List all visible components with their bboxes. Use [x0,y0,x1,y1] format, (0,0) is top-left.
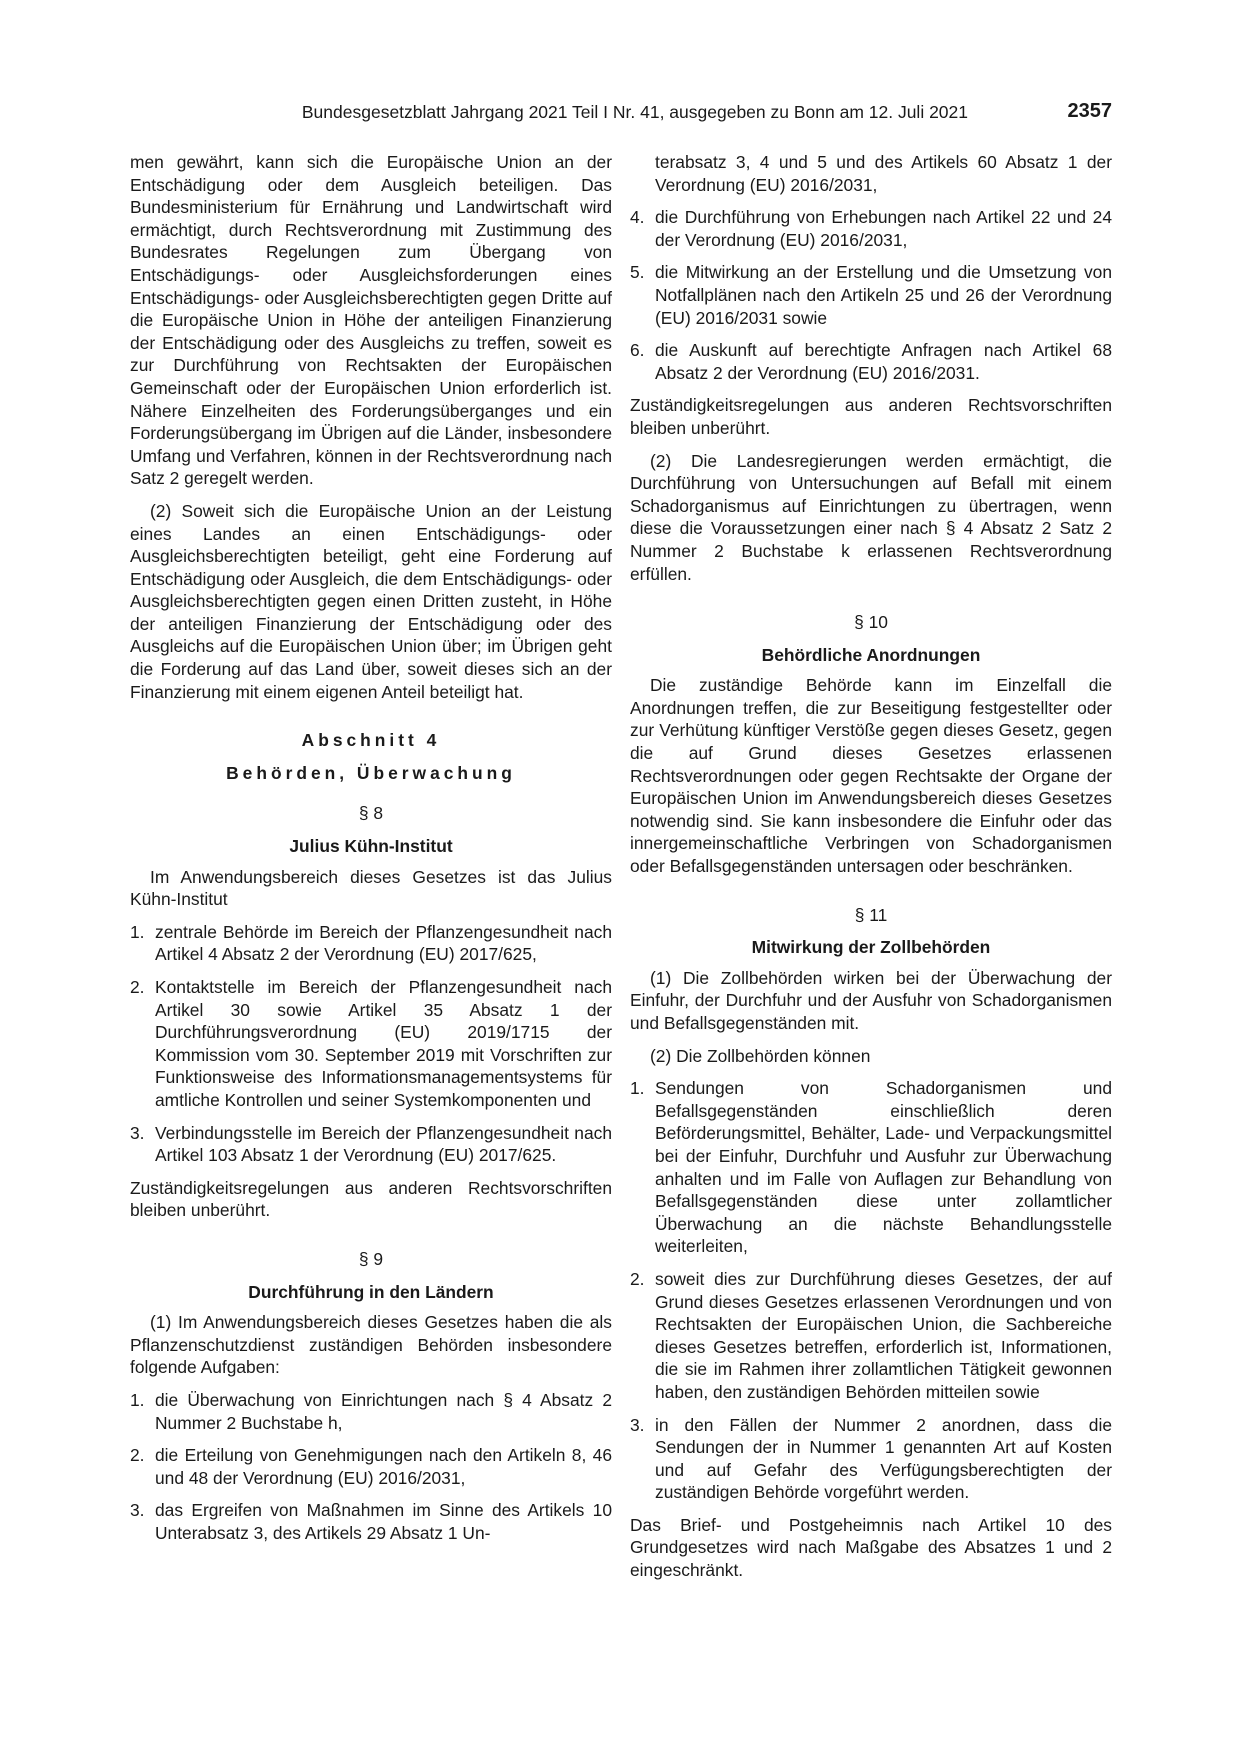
section-11-list [630,1077,1112,1504]
left-column [130,151,612,1554]
section-10-text: Die zuständige Behörde kann im Einzelfall die Anordnungen treffen, die zur Beseitigung festgestellter oder zur Verhütung künftiger Verstöße gegen dieses Gesetz, gegen die auf Grund dieses Gesetzes erlassenen Rechtsverordnungen oder gegen Rechtsakte der Organe der Europäischen Union im Anwendungsbereich dieses Gesetzes notwendig sind. Sie kann insbesondere die Einfuhr oder das innergemeinschaftliche Verbringen von Schadorganismen oder Befallsgegenständen untersagen oder beschränken. [630,675,1112,877]
list-item: 3. das Ergreifen von Maßnahmen im Sinne des Artikels 10 Unterabsatz 3, des Artikels 29 Absatz 1 Un- [130,1500,612,1543]
header-text: Bundesgesetzblatt Jahrgang 2021 Teil I Nr. 41, ausgegeben zu Bonn am 12. Juli 2021 [301,102,968,122]
running-header [130,100,1112,128]
list-item-continued: terabsatz 3, 4 und 5 und des Artikels 60 Absatz 1 der Verordnung (EU) 2016/2031, [655,152,1112,195]
section-11-paragraph-2: (2) Die Zollbehörden können [650,1045,871,1066]
section-9-paragraph-2: (2) Die Landesregierungen werden ermächtigt, die Durchführung von Untersuchungen auf Befall mit einem Schadorganismus auf Einrichtungen zu übertragen, wenn diese die Voraussetzungen einer nach § 4 Absatz 2 Satz 2 Nummer 2 Buchstabe k erlassenen Rechtsverordnung erfüllen. [630,450,1112,584]
list-item: 6. die Auskunft auf berechtigte Anfragen nach Artikel 68 Absatz 2 der Verordnung (EU) 2016/2031. [630,340,1112,383]
chapter-title: Behörden, Überwachung [226,762,516,783]
paragraph-continued: men gewährt, kann sich die Europäische Union an der Entschädigung oder dem Ausgleich beteiligen. Das Bundesministerium für Ernährung und Landwirtschaft wird ermächtigt, durch Rechtsverordnung mit Zustimmung des Bundesrates Regelungen zum Übergang von Entschädigungs- oder Ausgleichsforderungen eines Entschädigungs- oder Ausgleichsberechtigten gegen Dritte auf die Europäische Union in Höhe der anteiligen Finanzierung der Entschädigung oder des Ausgleichs zu treffen, soweit es zur Durchführung von Rechtsakten der Europäischen Gemeinschaft oder der Europäischen Union erforderlich ist. Nähere Einzelheiten des Forderungsüberganges und ein Forderungsübergang im Übrigen auf die Länder, insbesondere Umfang und Verfahren, können in der Rechtsverordnung nach Satz 2 geregelt werden. [130,152,612,489]
list-item: 1. die Überwachung von Einrichtungen nach § 4 Absatz 2 Nummer 2 Buchstabe h, [130,1389,612,1433]
paragraph-2: (2) Soweit sich die Europäische Union an der Leistung eines Landes an einen Entschädigungs- oder Ausgleichsberechtigten beteiligt, geht eine Forderung auf Entschädigung oder Ausgleich, die dem Entschädigungs- oder Ausgleichsberechtigten gegen einen Dritten zusteht, in Höhe der anteiligen Finanzierung der Entschädigung oder des Ausgleichs auf die Europäischen Union über; im Übrigen geht die Forderung auf das Land über, soweit dieses sich an der Finanzierung mit einem eigenen Anteil beteiligt hat. [130,500,612,702]
section-11-paragraph-1: (1) Die Zollbehörden wirken bei der Überwachung der Einfuhr, der Durchfuhr und der Ausfuhr von Schadorganismen und Befallsgegenständen mit. [630,967,1112,1033]
page-number: 2357 [1067,100,1112,122]
list-item: 4. die Durchführung von Erhebungen nach Artikel 22 und 24 der Verordnung (EU) 2016/2031, [630,207,1112,250]
right-column [630,151,1112,1592]
section-9-tail: Zuständigkeitsregelungen aus anderen Rechtsvorschriften bleiben unberührt. [630,395,1112,438]
section-8-list [130,921,612,1167]
section-10-sign: § 10 [854,612,888,633]
section-9-intro: (1) Im Anwendungsbereich dieses Gesetzes haben die als Pflanzenschutzdienst zuständigen Behörden insbesondere folgende Aufgaben: [130,1312,612,1378]
section-9-list-continued [630,151,1112,384]
section-9-title: Durchführung in den Ländern [248,1281,494,1302]
section-11-tail: Das Brief- und Postgeheimnis nach Artikel 10 des Grundgesetzes wird nach Maßgabe des Absatzes 1 und 2 eingeschränkt. [630,1514,1112,1581]
section-8-sign: § 8 [358,803,384,824]
section-8-intro: Im Anwendungsbereich dieses Gesetzes ist das Julius Kühn-Institut [130,866,612,910]
list-item: 5. die Mitwirkung an der Erstellung und die Umsetzung von Notfallplänen nach den Artikeln 25 und 26 der Verordnung (EU) 2016/2031 sowie [630,262,1112,328]
section-8-tail: Zuständigkeitsregelungen aus anderen Rechtsvorschriften bleiben unberührt. [130,1177,612,1221]
section-11-sign: § 11 [854,904,888,925]
list-item: 2. Kontaktstelle im Bereich der Pflanzengesundheit nach Artikel 30 sowie Artikel 35 Absatz 1 der Durchführungsverordnung (EU) 2019/1715 der Kommission vom 30. September 2019 mit Vorschriften zur Funktionsweise des Informationsmanagementsystems für amtliche Kontrollen und seiner Systemkomponenten und [130,977,612,1110]
section-8-title: Julius Kühn-Institut [289,836,453,857]
list-item: 3. in den Fällen der Nummer 2 anordnen, dass die Sendungen der in Nummer 1 genannten Art auf Kosten und auf Gefahr des Verfügungsberechtigten der zuständigen Behörde vorgeführt werden. [630,1414,1112,1503]
section-11-title: Mitwirkung der Zollbehörden [751,937,991,958]
section-9-sign: § 9 [358,1248,384,1269]
list-item: 1. Sendungen von Schadorganismen und Befallsgegenständen einschließlich deren Beförderungsmittel, Behälter, Lade- und Verpackungsmittel bei der Einfuhr, Durchfuhr und Ausfuhr zur Überwachung anhalten und im Falle von Auflagen zur Behandlung von Befallsgegenständen diese unter zollamtlicher Überwachung an die nächste Behandlungsstelle weiterleiten, [630,1078,1112,1257]
section-9-list [130,1389,612,1545]
chapter-heading: Abschnitt 4 [301,730,441,751]
list-item: 3. Verbindungsstelle im Bereich der Pflanzengesundheit nach Artikel 103 Absatz 1 der Verordnung (EU) 2017/625. [130,1122,612,1166]
list-item: 2. die Erteilung von Genehmigungen nach den Artikeln 8, 46 und 48 der Verordnung (EU) 2016/2031, [130,1445,612,1488]
section-10-title: Behördliche Anordnungen [761,644,981,665]
list-item: 2. soweit dies zur Durchführung dieses Gesetzes, der auf Grund dieses Gesetzes erlassenen Verordnungen und von Rechtsakten der Europäischen Union, die Sachbereiche dieses Gesetzes betreffen, erforderlich ist, Informationen, die sie im Rahmen ihrer zollamtlichen Tätigkeit gewonnen haben, den zuständigen Behörden mitteilen sowie [630,1268,1112,1402]
list-item: 1. zentrale Behörde im Bereich der Pflanzengesundheit nach Artikel 4 Absatz 2 der Verordnung (EU) 2017/625, [130,921,612,965]
